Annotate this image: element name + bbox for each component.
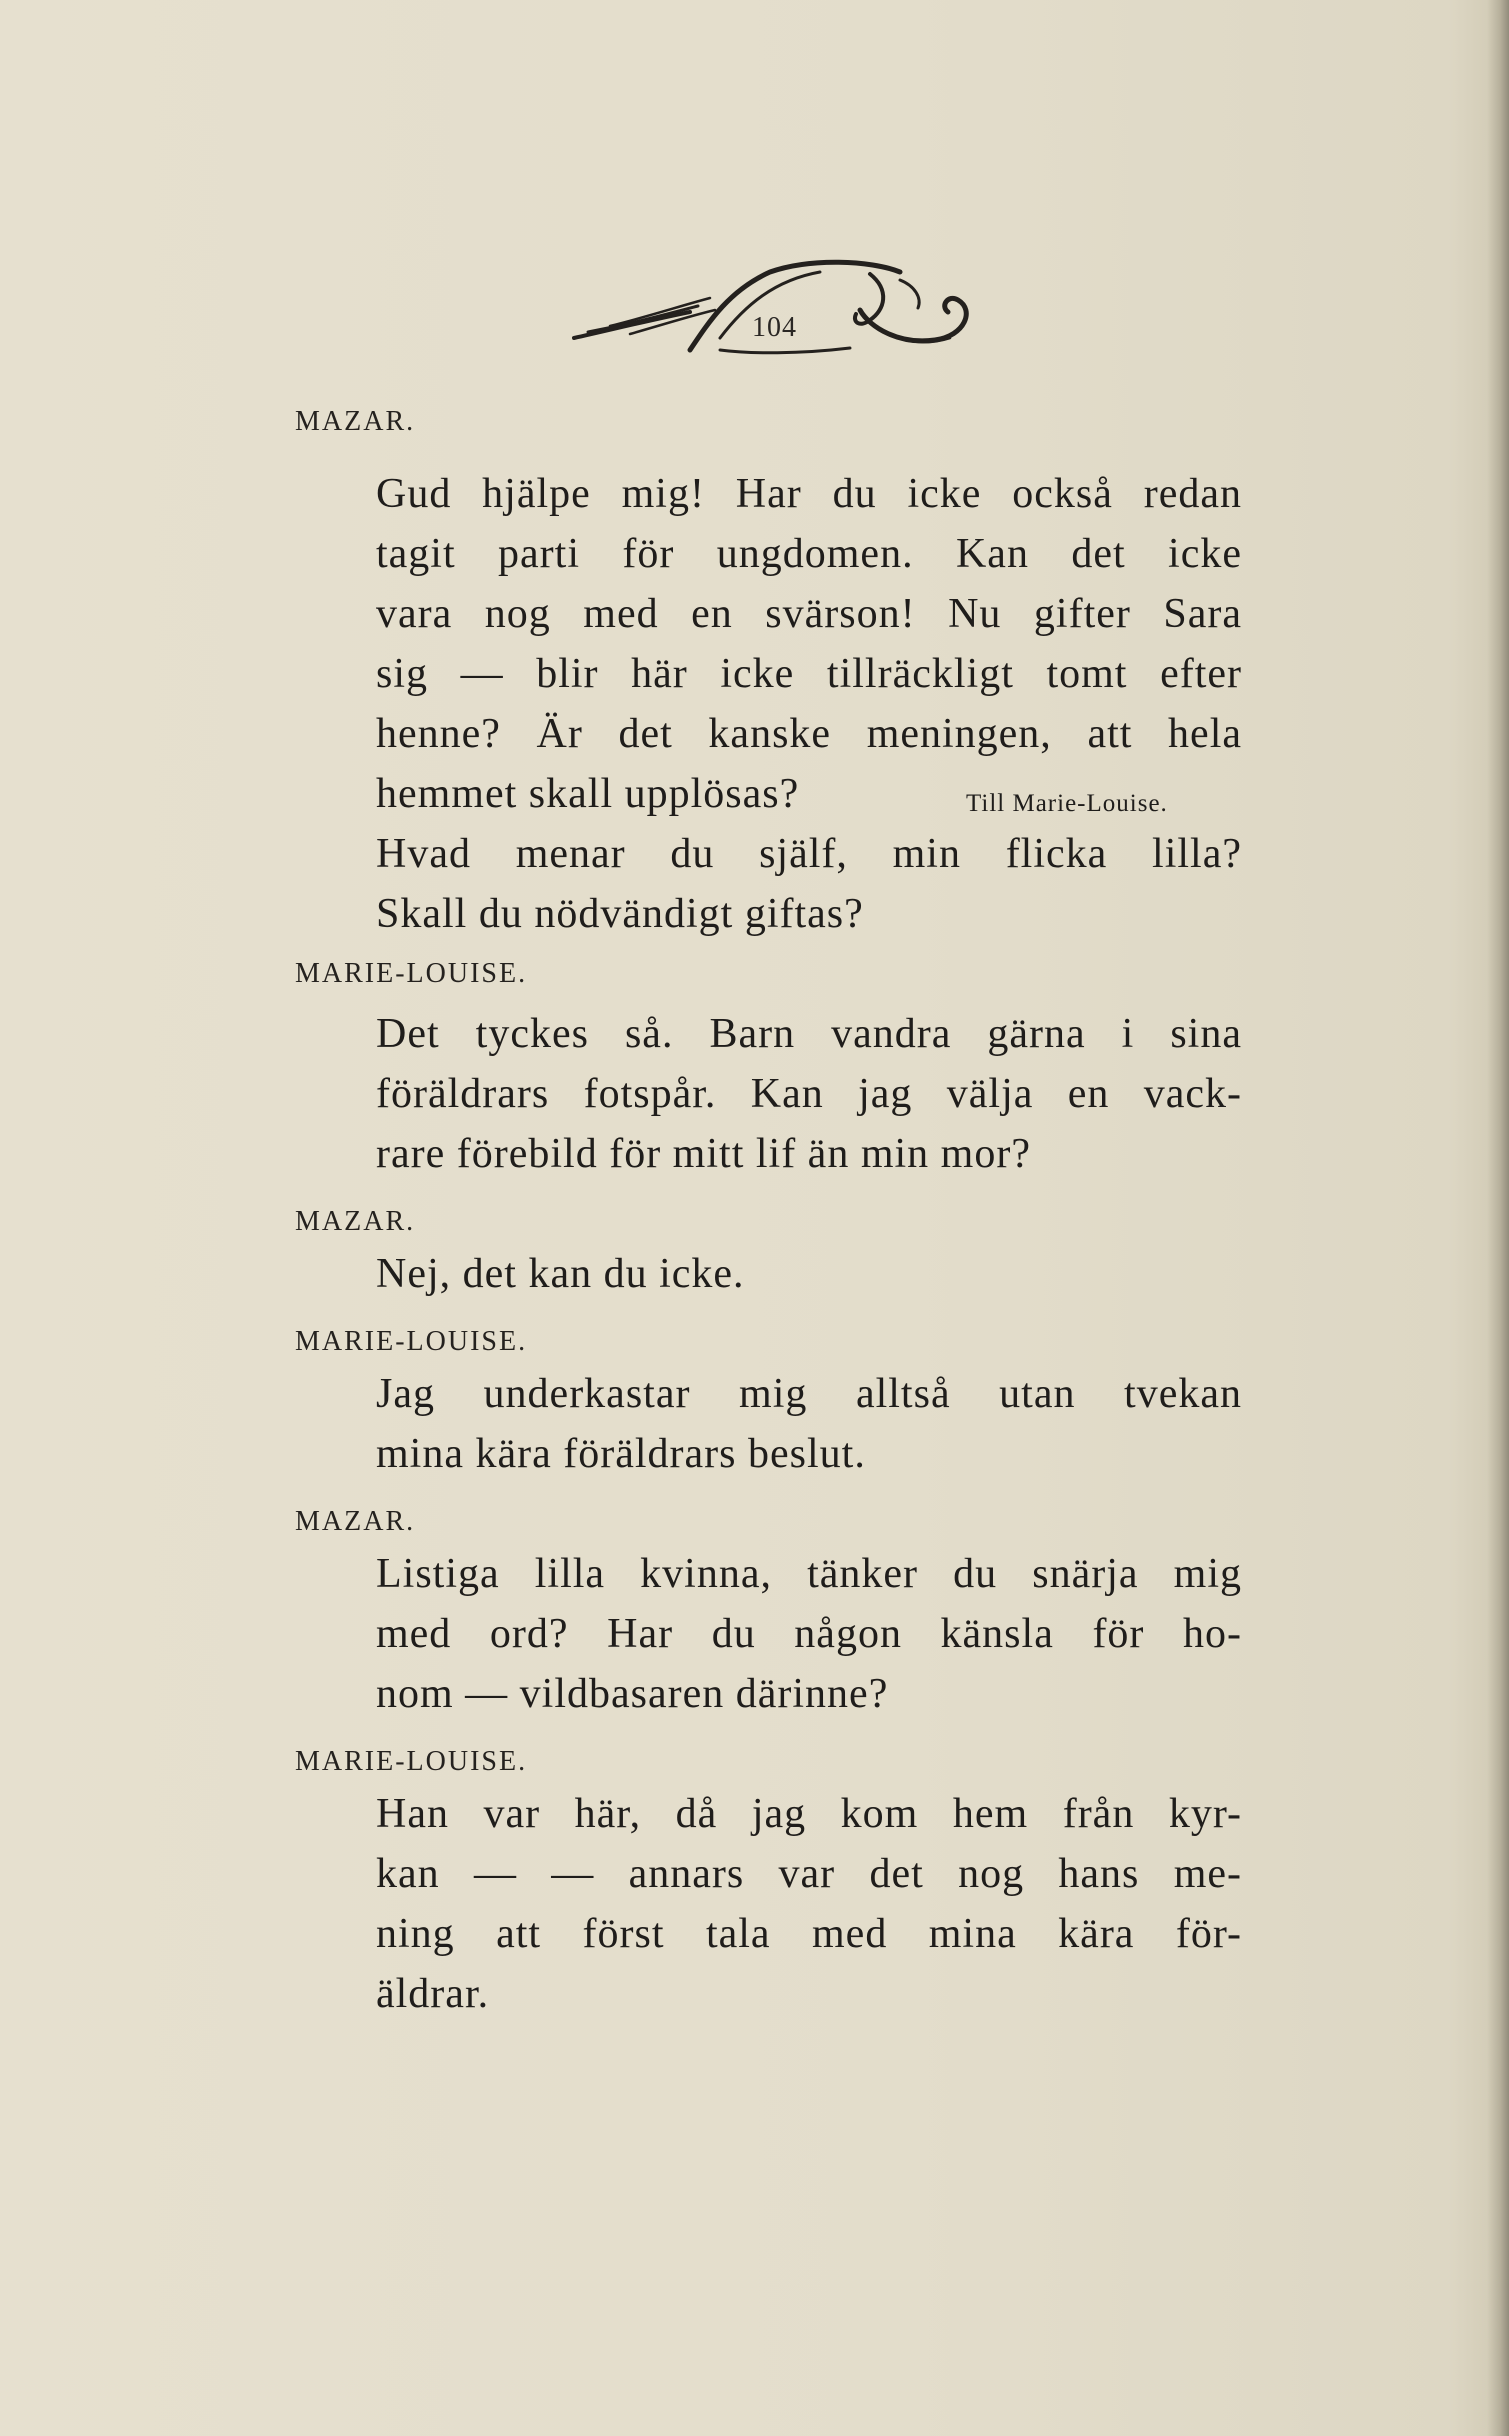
- speaker-name: MAZAR.: [295, 1506, 416, 1537]
- dialogue-line: föräldrars fotspår. Kan jag välja en vack-: [376, 1071, 1242, 1117]
- dialogue-line: rare förebild för mitt lif än min mor?: [376, 1131, 1031, 1177]
- stage-direction: Till Marie-Louise.: [966, 790, 1168, 817]
- page-edge-shadow: [1487, 0, 1509, 2436]
- dialogue-line: Listiga lilla kvinna, tänker du snärja mig: [376, 1551, 1242, 1597]
- dialogue-line: Hvad menar du själf, min flicka lilla?: [376, 831, 1242, 877]
- dialogue-line: Gud hjälpe mig! Har du icke också redan: [376, 471, 1242, 517]
- dialogue-line: vara nog med en svärson! Nu gifter Sara: [376, 591, 1242, 637]
- dialogue-line: sig — blir här icke tillräckligt tomt efter: [376, 651, 1242, 697]
- dialogue-line: nom — vildbasaren därinne?: [376, 1671, 889, 1717]
- speaker-name: MARIE-LOUISE.: [295, 1326, 528, 1357]
- dialogue-text: hemmet skall upplösas?: [376, 771, 800, 817]
- dialogue-line: henne? Är det kanske meningen, att hela: [376, 711, 1242, 757]
- dialogue-line: Det tyckes så. Barn vandra gärna i sina: [376, 1011, 1242, 1057]
- speaker-name: MARIE-LOUISE.: [295, 1746, 528, 1777]
- dialogue-line: Jag underkastar mig alltså utan tvekan: [376, 1371, 1242, 1417]
- dialogue-line: ning att först tala med mina kära för-: [376, 1911, 1242, 1957]
- dialogue-line: äldrar.: [376, 1971, 490, 2017]
- dialogue-line: kan — — annars var det nog hans me-: [376, 1851, 1242, 1897]
- dialogue-line: tagit parti för ungdomen. Kan det icke: [376, 531, 1242, 577]
- dialogue-line: mina kära föräldrars beslut.: [376, 1431, 866, 1477]
- speaker-name: MAZAR.: [295, 1206, 416, 1237]
- speaker-name: MAZAR.: [295, 406, 416, 437]
- dialogue-line-with-stage-direction: [376, 770, 1242, 818]
- page-number: 104: [752, 312, 797, 343]
- speaker-name: MARIE-LOUISE.: [295, 958, 528, 989]
- dialogue-line: Nej, det kan du icke.: [376, 1251, 745, 1297]
- dialogue-line: Skall du nödvändigt giftas?: [376, 891, 864, 937]
- dialogue-line: Han var här, då jag kom hem från kyr-: [376, 1791, 1242, 1837]
- dialogue-line: med ord? Har du någon känsla för ho-: [376, 1611, 1242, 1657]
